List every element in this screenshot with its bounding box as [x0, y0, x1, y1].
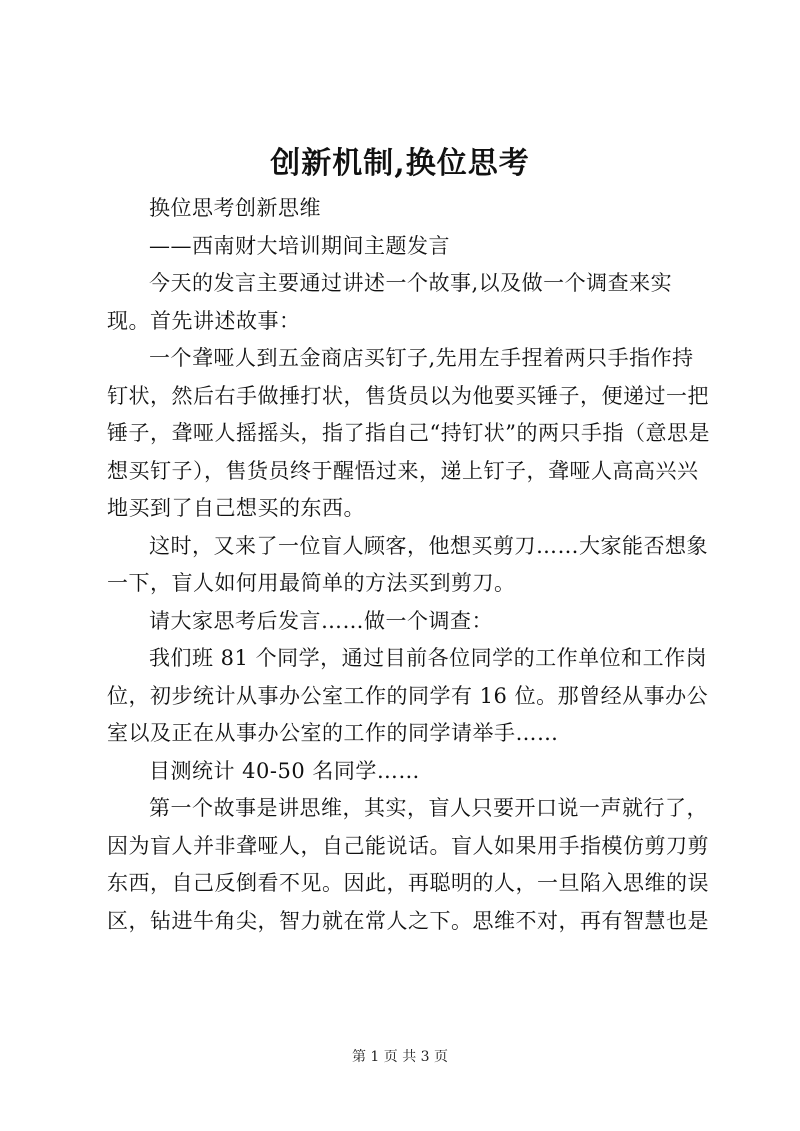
paragraph-byline: ——西南财大培训期间主题发言: [149, 233, 450, 258]
paragraph-intro: 今天的发言主要通过讲述一个故事,以及做一个调查来实现。首先讲述故事：: [107, 271, 673, 333]
paragraph-story-blind: 这时，又来了一位盲人顾客，他想买剪刀……大家能否想象一下，盲人如何用最简单的方法买到剪刀。: [107, 533, 708, 595]
paragraph-analysis: 第一个故事是讲思维，其实，盲人只要开口说一声就行了，因为盲人并非聋哑人，自己能说话。盲人如果用手指模仿剪刀剪东西，自己反倒看不见。因此，再聪明的人，一旦陷入思维的误区，钻进牛角尖，智力就在常人之下。思维不对，再有智慧也是: [107, 796, 709, 933]
document-title: 创新机制,换位思考: [270, 146, 530, 181]
paragraph-subtitle: 换位思考创新思维: [149, 196, 321, 220]
paragraph-survey: 我们班 81 个同学，通过目前各位同学的工作单位和工作岗位，初步统计从事办公室工作的同学有 16 位。那曾经从事办公室以及正在从事办公室的工作的同学请举手……: [107, 646, 709, 745]
document-body: [107, 190, 715, 940]
paragraph-prompt: 请大家思考后发言……做一个调查：: [149, 608, 493, 633]
paragraph-count: 目测统计 40-50 名同学……: [149, 758, 420, 783]
page-footer: 第 1 页 共 3 页: [351, 1049, 449, 1065]
paragraph-story-deaf: 一个聋哑人到五金商店买钉子,先用左手捏着两只手指作持钉状，然后右手做捶打状，售货员以为他要买锤子，便递过一把锤子，聋哑人摇摇头，指了指自己“持钉状”的两只手指（意思是想买钉子），售货员终于醒悟过来，递上钉子，聋哑人高高兴兴地买到了自己想买的东西。: [107, 346, 710, 520]
